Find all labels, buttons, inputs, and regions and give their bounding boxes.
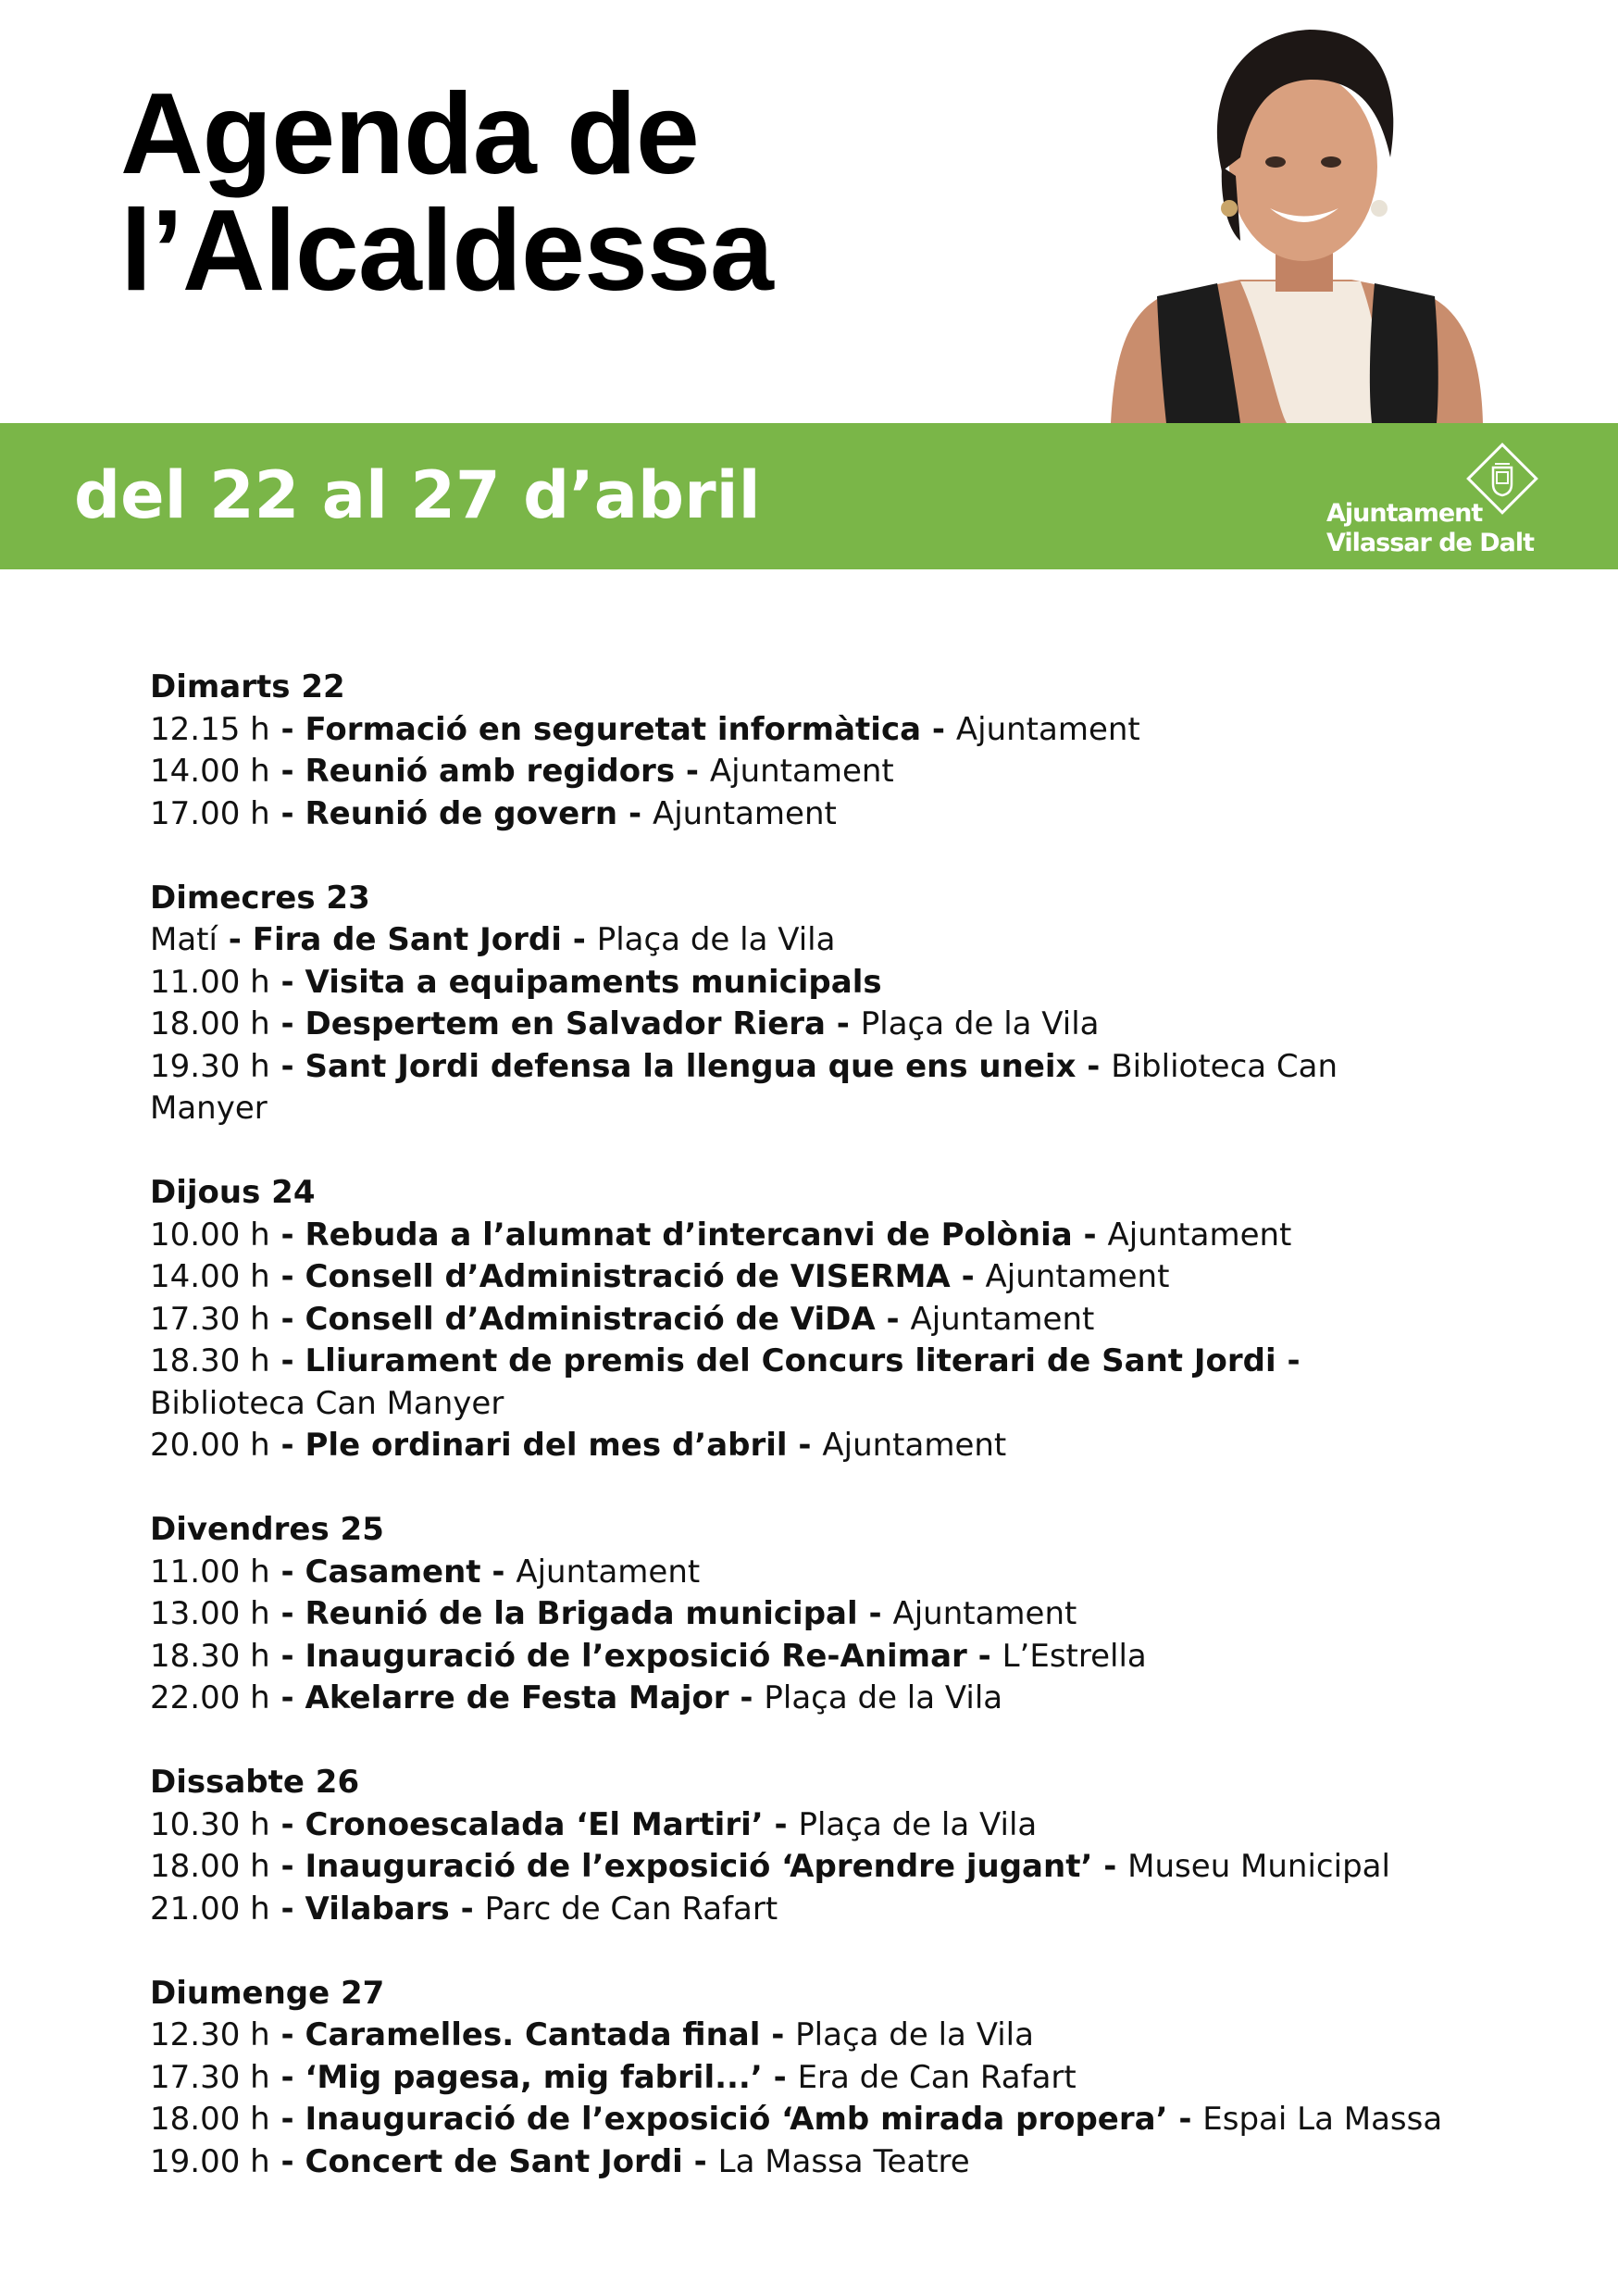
- mayor-portrait-photo: [1101, 19, 1490, 424]
- event-name: Akelarre de Festa Major: [305, 1679, 729, 1716]
- separator: -: [728, 1679, 765, 1716]
- event-time: 12.15 h: [150, 710, 270, 748]
- event-name: Cronoescalada ‘El Martiri’: [305, 1805, 764, 1843]
- separator: -: [269, 1005, 305, 1042]
- separator: -: [857, 1595, 893, 1632]
- event-name: Reunió amb regidors: [305, 753, 676, 790]
- separator: -: [269, 794, 305, 832]
- municipality-logo: [1324, 432, 1535, 562]
- event-time: 13.00 h: [150, 1595, 270, 1632]
- separator: -: [1167, 2101, 1203, 2138]
- event-item: [150, 793, 1464, 836]
- event-time: 18.30 h: [150, 1637, 270, 1675]
- event-place: Parc de Can Rafart: [484, 1890, 778, 1928]
- event-place: Ajuntament: [955, 710, 1140, 748]
- separator: -: [269, 1848, 305, 1885]
- event-name: Rebuda a l’alumnat d’intercanvi de Polònia: [305, 1216, 1073, 1254]
- event-time: 22.00 h: [150, 1679, 270, 1716]
- separator: -: [617, 794, 653, 832]
- date-banner: [0, 423, 1618, 569]
- separator: -: [269, 1047, 305, 1085]
- event-time: 19.30 h: [150, 1047, 270, 1085]
- event-name: Casament: [305, 1553, 481, 1591]
- event-item: [150, 1004, 1464, 1046]
- event-item: [150, 2141, 1464, 2184]
- event-place: Plaça de la Vila: [764, 1679, 1003, 1716]
- event-place: Plaça de la Vila: [860, 1005, 1100, 1042]
- day-title: Dijous 24: [150, 1174, 316, 1211]
- event-name: Concert de Sant Jordi: [305, 2142, 683, 2180]
- event-time: 17.30 h: [150, 2058, 270, 2096]
- event-name: Reunió de govern: [305, 794, 618, 832]
- day-section: [150, 1762, 1464, 1930]
- separator: -: [763, 1805, 799, 1843]
- event-place: Biblioteca Can Manyer: [150, 1047, 1338, 1127]
- separator: -: [1072, 1216, 1108, 1254]
- event-time: 14.00 h: [150, 753, 270, 790]
- event-item: [150, 1593, 1464, 1636]
- separator: -: [480, 1553, 517, 1591]
- event-place: Ajuntament: [822, 1427, 1007, 1464]
- event-time: 21.00 h: [150, 1890, 270, 1928]
- event-time: 10.00 h: [150, 1216, 270, 1254]
- event-place: Ajuntament: [709, 753, 894, 790]
- event-place: Ajuntament: [516, 1553, 701, 1591]
- logo-text: [1326, 499, 1534, 558]
- event-name: Reunió de la Brigada municipal: [305, 1595, 858, 1632]
- day-section: [150, 1509, 1464, 1720]
- event-time: 12.30 h: [150, 2016, 270, 2053]
- event-time: 11.00 h: [150, 1553, 270, 1591]
- event-name: ‘Mig pagesa, mig fabril...’: [305, 2058, 763, 2096]
- event-time: 17.00 h: [150, 794, 270, 832]
- separator: -: [269, 1342, 305, 1379]
- event-name: Lliurament de premis del Concurs literari de Sant Jordi: [305, 1342, 1276, 1379]
- separator: -: [269, 1427, 305, 1464]
- separator: -: [269, 1300, 305, 1338]
- separator: -: [1092, 1848, 1128, 1885]
- separator: -: [269, 710, 305, 748]
- separator: -: [760, 2016, 796, 2053]
- event-name: Formació en seguretat informàtica: [305, 710, 922, 748]
- event-item: [150, 1046, 1464, 1130]
- event-name: Visita a equipaments municipals: [305, 963, 882, 1001]
- event-place: Ajuntament: [1107, 1216, 1292, 1254]
- event-name: Inauguració de l’exposició ‘Aprendre jugant’: [305, 1848, 1093, 1885]
- event-item: [150, 1425, 1464, 1467]
- separator: -: [269, 2101, 305, 2138]
- event-item: [150, 1299, 1464, 1341]
- event-item: [150, 919, 1464, 962]
- separator: -: [269, 1553, 305, 1591]
- day-section: [150, 1973, 1464, 2184]
- event-place: Ajuntament: [985, 1258, 1170, 1295]
- event-item: [150, 1804, 1464, 1847]
- event-item: [150, 1552, 1464, 1594]
- event-time: 11.00 h: [150, 963, 270, 1001]
- event-name: Vilabars: [305, 1890, 450, 1928]
- event-item: [150, 1678, 1464, 1720]
- separator: -: [875, 1300, 911, 1338]
- separator: -: [217, 921, 253, 958]
- event-time: Matí: [150, 921, 218, 958]
- separator: -: [675, 753, 710, 790]
- event-time: 17.30 h: [150, 1300, 270, 1338]
- event-place: Ajuntament: [910, 1300, 1095, 1338]
- event-place: Espai La Massa: [1202, 2101, 1443, 2138]
- agenda-list: [150, 667, 1464, 2226]
- day-section: [150, 1172, 1464, 1467]
- separator: -: [1276, 1342, 1301, 1379]
- separator: -: [269, 1595, 305, 1632]
- separator: -: [561, 921, 597, 958]
- event-place: Era de Can Rafart: [797, 2058, 1077, 2096]
- event-place: Plaça de la Vila: [798, 1805, 1038, 1843]
- separator: -: [269, 2016, 305, 2053]
- event-name: Ple ordinari del mes d’abril: [305, 1427, 788, 1464]
- event-item: [150, 1636, 1464, 1678]
- event-name: Inauguració de l’exposició Re-Animar: [305, 1637, 967, 1675]
- title-line-1: Agenda de: [120, 70, 699, 198]
- event-time: 14.00 h: [150, 1258, 270, 1295]
- separator: -: [269, 753, 305, 790]
- event-name: Consell d’Administració de ViDA: [305, 1300, 876, 1338]
- event-name: Despertem en Salvador Riera: [305, 1005, 826, 1042]
- event-item: [150, 2057, 1464, 2100]
- event-place: Museu Municipal: [1127, 1848, 1390, 1885]
- separator: -: [950, 1258, 986, 1295]
- separator: -: [762, 2058, 798, 2096]
- date-range: del 22 al 27 d’abril: [74, 457, 761, 533]
- title-line-2: l’Alcaldessa: [120, 187, 773, 315]
- event-item: [150, 1341, 1464, 1425]
- event-name: Sant Jordi defensa la llengua que ens uneix: [305, 1047, 1077, 1085]
- separator: -: [269, 2058, 305, 2096]
- separator: -: [966, 1637, 1002, 1675]
- separator: -: [1076, 1047, 1112, 1085]
- event-place: La Massa Teatre: [717, 2142, 970, 2180]
- event-item: [150, 1215, 1464, 1257]
- event-place: L’Estrella: [1002, 1637, 1147, 1675]
- separator: -: [682, 2142, 718, 2180]
- day-title: Diumenge 27: [150, 1974, 385, 2012]
- logo-line-1: Ajuntament: [1326, 499, 1483, 528]
- event-place: Biblioteca Can Manyer: [150, 1384, 504, 1422]
- logo-line-2: Vilassar de Dalt: [1326, 529, 1535, 557]
- event-place: Plaça de la Vila: [795, 2016, 1034, 2053]
- separator: -: [269, 1216, 305, 1254]
- separator: -: [825, 1005, 861, 1042]
- event-place: Plaça de la Vila: [596, 921, 836, 958]
- separator: -: [269, 1890, 305, 1928]
- event-item: [150, 1256, 1464, 1299]
- event-item: [150, 962, 1464, 1004]
- event-name: Fira de Sant Jordi: [252, 921, 562, 958]
- event-time: 10.30 h: [150, 1805, 270, 1843]
- event-item: [150, 1889, 1464, 1931]
- event-name: Consell d’Administració de VISERMA: [305, 1258, 951, 1295]
- event-name: Inauguració de l’exposició ‘Amb mirada propera’: [305, 2101, 1168, 2138]
- day-title: Divendres 25: [150, 1511, 384, 1548]
- event-name: Caramelles. Cantada final: [305, 2016, 761, 2053]
- separator: -: [921, 710, 956, 748]
- separator: -: [269, 1679, 305, 1716]
- event-time: 19.00 h: [150, 2142, 270, 2180]
- separator: -: [269, 963, 305, 1001]
- separator: -: [269, 1637, 305, 1675]
- event-time: 18.00 h: [150, 1848, 270, 1885]
- event-time: 18.00 h: [150, 1005, 270, 1042]
- separator: -: [269, 1258, 305, 1295]
- separator: -: [269, 1805, 305, 1843]
- separator: -: [269, 2142, 305, 2180]
- event-item: [150, 1846, 1464, 1889]
- separator: -: [787, 1427, 823, 1464]
- event-item: [150, 2099, 1464, 2141]
- day-section: [150, 667, 1464, 835]
- event-time: 20.00 h: [150, 1427, 270, 1464]
- separator: -: [449, 1890, 485, 1928]
- event-item: [150, 709, 1464, 752]
- day-title: Dimecres 23: [150, 879, 370, 917]
- page-title: [120, 70, 773, 315]
- event-time: 18.30 h: [150, 1342, 270, 1379]
- event-place: Ajuntament: [892, 1595, 1077, 1632]
- event-item: [150, 751, 1464, 793]
- event-item: [150, 2015, 1464, 2057]
- day-section: [150, 878, 1464, 1130]
- day-title: Dimarts 22: [150, 668, 345, 705]
- event-place: Ajuntament: [652, 794, 837, 832]
- day-title: Dissabte 26: [150, 1764, 360, 1801]
- event-time: 18.00 h: [150, 2101, 270, 2138]
